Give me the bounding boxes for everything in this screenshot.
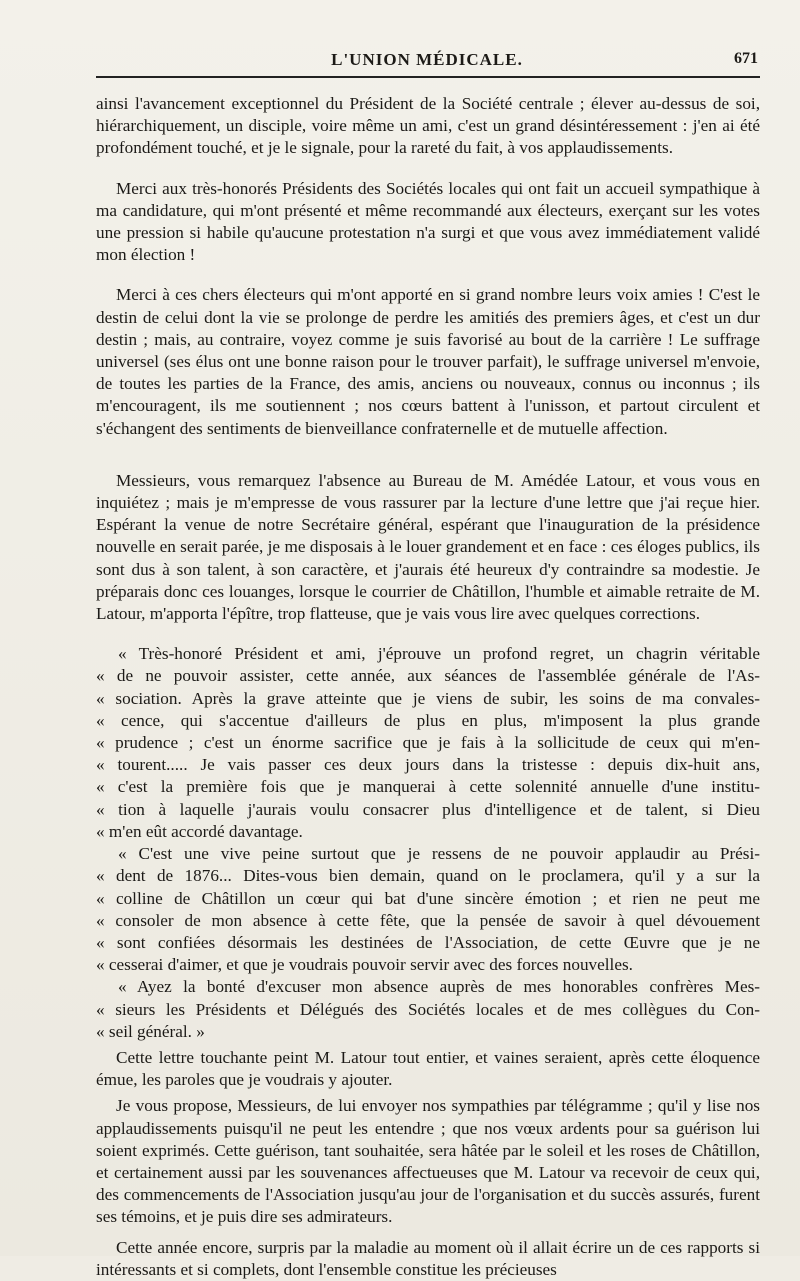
letter-line: « c'est la première fois que je manquerai à cette solennité annuelle d'une institu- [96,777,760,797]
quoted-letter [96,643,760,1043]
paragraph: Merci aux très-honorés Présidents des Sociétés locales qui ont fait un accueil sympathique à ma candidature, qui m'ont présenté et même recommandé aux électeurs, exerçant sur les votes une pression si habile qu'aucune protestation n'a surgi et que vous avez immédiatement validé mon élection ! [96,178,760,265]
letter-line: « seil général. » [96,1021,205,1041]
page-number: 671 [734,50,758,67]
running-title: L'UNION MÉDICALE. [331,50,523,69]
header-rule [96,76,760,78]
letter-line: « m'en eût accordé davantage. [96,821,303,841]
letter-paragraph [96,643,760,843]
paragraph: Cette année encore, surpris par la maladie au moment où il allait écrire un de ces rapports si intéressants et si complets, dont l'ensemble constitue les précieuses [96,1237,760,1279]
paragraph: Merci à ces chers électeurs qui m'ont apporté en si grand nombre leurs voix amies ! C'est le destin de celui dont la vie se prolonge de perdre les amitiés des premiers âges, et c'est un dur destin ; mais, au contraire, voyez comme je suis favorisé au bout de la carrière ! Le suffrage universel (ses élus ont une bonne raison pour le trouver parfait), le suffrage universel m'envoie, de toutes les parties de la France, des amis, anciens ou nouveaux, connus ou inconnus ; ils m'encouragent, ils me soutiennent ; nos cœurs battent à l'unisson, et partout circulent et s'échangent des sentiments de bienveillance confraternelle et de mutuelle affection. [96,285,760,438]
letter-paragraph [96,976,760,1043]
letter-line: « sont confiées désormais les destinées de l'Association, de cette Œuvre que je ne [96,932,760,952]
letter-line: « sociation. Après la grave atteinte que je viens de subir, les soins de ma convales- [96,688,760,708]
letter-line: « cence, qui s'accentue d'ailleurs de plus en plus, m'imposent la plus grande [96,710,760,730]
body-text [96,93,760,1281]
letter-line: « prudence ; c'est un énorme sacrifice que je fais à la sollicitude de ceux qui m'en- [96,733,760,753]
letter-line: « tourent..... Je vais passer ces deux jours dans la tristesse : depuis dix-huit ans, [96,755,760,775]
paragraph: ainsi l'avancement exceptionnel du Président de la Société centrale ; élever au-dessus de soi, hiérarchiquement, un disciple, voire même un ami, c'est un grand désintéressement : j'en ai été profondément touché, et je le signale, pour la rareté du fait, à vos applaudissements. [96,94,760,158]
letter-line: « colline de Châtillon un cœur qui bat d'une sincère émotion ; et rien ne peut me [96,888,760,908]
letter-line: « de ne pouvoir assister, cette année, aux séances de l'assemblée générale de l'As- [96,666,760,686]
paragraph: Cette lettre touchante peint M. Latour tout entier, et vaines seraient, après cette éloquence émue, les paroles que je voudrais y ajouter. [96,1047,760,1090]
letter-line: « dent de 1876... Dites-vous bien demain, quand on le proclamera, qu'il y a sur la [96,866,760,886]
letter-line: « Ayez la bonté d'excuser mon absence auprès de mes honorables confrères Mes- [118,977,760,997]
letter-line: « consoler de mon absence à cette fête, que la pensée de savoir à quel dévouement [96,910,760,930]
running-header [96,50,758,74]
letter-line: « sieurs les Présidents et Délégués des Sociétés locales et de mes collègues du Con- [96,999,760,1019]
letter-line: « tion à laquelle j'aurais voulu consacrer plus d'intelligence et de talent, si Dieu [96,799,760,819]
letter-line: « Très-honoré Président et ami, j'éprouve un profond regret, un chagrin véritable [118,644,760,664]
letter-line: « cesserai d'aimer, et que je voudrais pouvoir servir avec des forces nouvelles. [96,955,633,975]
paragraph: Messieurs, vous remarquez l'absence au Bureau de M. Amédée Latour, et vous vous en inquiétez ; mais je m'empresse de vous rassurer par la lecture d'une lettre que j'ai reçue hier. Espérant la venue de notre Secrétaire général, espérant que l'inauguration de la présidence nouvelle en serait parée, je me disposais à le louer grandement et en face : ces éloges publics, ils sont dus à son talent, à son caractère, et j'aurais été heureux d'y contraindre sa modestie. Je préparais donc ces louanges, lorsque le courrier de Châtillon, l'humble et aimable retraite de M. Latour, m'apporta l'épître, trop flatteuse, que je vais vous lire avec quelques corrections. [96,470,760,624]
letter-paragraph [96,843,760,976]
letter-line: « C'est une vive peine surtout que je ressens de ne pouvoir applaudir au Prési- [118,844,760,864]
paragraph: Je vous propose, Messieurs, de lui envoyer nos sympathies par télégramme ; qu'il y lise nos applaudissements puisqu'il ne peut les entendre ; que nos vœux ardents pour sa guérison lui soient exprimés. Cette guérison, tant souhaitée, sera hâtée par le soleil et les roses de Châtillon, et certainement aussi par les souvenances affectueuses que M. Latour va recevoir de ceux qui, des commencements de l'Association jusqu'au jour de l'organisation et du succès assurés, furent ses témoins, et je puis dire ses admirateurs. [96,1096,760,1227]
